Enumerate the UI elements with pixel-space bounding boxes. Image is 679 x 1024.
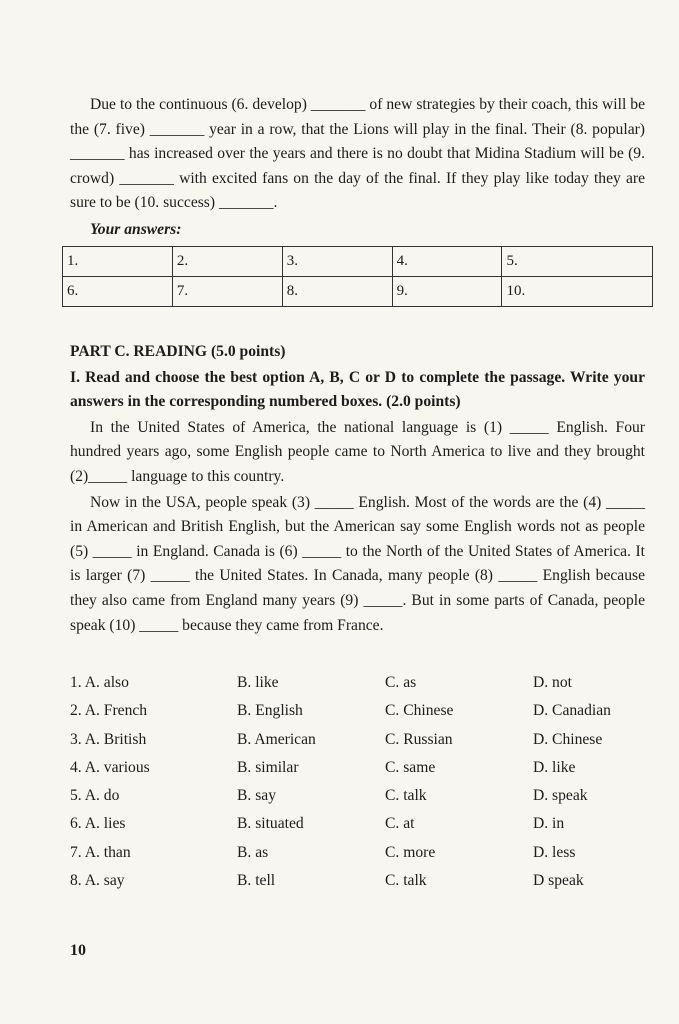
option-d: D. like [533, 758, 576, 776]
option-a: 1. A. also [70, 674, 129, 691]
option-a: 4. A. various [70, 758, 150, 776]
answer-box[interactable]: 3. [282, 247, 392, 277]
paragraph-1: In the United States of America, the national language is (1) _____ English. Four hundred years ago, some English people came to North America to live and they brought (2)_____ language to this country. [70, 418, 645, 485]
option-row [70, 731, 670, 759]
option-c: C. Chinese [385, 702, 454, 720]
paragraph-2: Now in the USA, people speak (3) _____ English. Most of the words are the (4) _____ in American and British English, but the American say some English words not as people (5) _____ in England. Canada is (6) _____ to the North of the United States of America. It is larger (7) _____ the United States. In Canada, many people (8) _____ English because they also came from England many years (9) _____. But in some parts of Canada, people speak (10) _____ because they came from France. [70, 493, 645, 634]
option-row [70, 872, 670, 900]
option-c: C. as [385, 674, 417, 691]
option-b: B. American [237, 730, 316, 748]
option-a: 6. A. lies [70, 815, 126, 833]
answer-box[interactable]: 5. [502, 247, 653, 277]
answer-box[interactable]: 1. [63, 247, 173, 277]
option-row [70, 815, 670, 843]
option-row [70, 844, 670, 872]
answer-box[interactable]: 4. [392, 247, 502, 277]
part-c-section [70, 340, 645, 638]
table-row [63, 247, 653, 277]
option-d: D. Canadian [533, 702, 611, 720]
answer-table [62, 246, 653, 307]
passage-text: Due to the continuous (6. develop) _______ of new strategies by their coach, this will be the (7. five) _______ year in a row, that the Lions will play in the final. Their (8. popular) _______ has increased over the years and there is no doubt that Midina Stadium will be (9. crowd) _______ with excited fans on the day of the final. If they play like today they are sure to be (10. success) _______. [70, 96, 645, 212]
option-b: B. situated [237, 815, 304, 833]
instruction: I. Read and choose the best option A, B, C or D to complete the passage. Write your answers in the corresponding numbered boxes. (2.0 points) [70, 368, 645, 411]
option-d: D. speak [533, 787, 588, 805]
option-c: C. talk [385, 872, 427, 890]
your-answers-label: Your answers: [90, 221, 182, 238]
option-row [70, 674, 670, 702]
answer-box[interactable]: 7. [172, 277, 282, 307]
option-a: 8. A. say [70, 872, 125, 890]
option-d: D. less [533, 843, 576, 861]
option-b: B. like [237, 674, 279, 691]
option-a: 5. A. do [70, 787, 120, 805]
option-c: C. at [385, 815, 415, 833]
option-d: D. not [533, 674, 572, 691]
option-b: B. say [237, 787, 276, 805]
option-row [70, 787, 670, 815]
part-b-passage [70, 93, 645, 216]
answer-box[interactable]: 9. [392, 277, 502, 307]
page-number: 10 [70, 942, 86, 959]
option-row [70, 759, 670, 787]
part-c-heading: PART C. READING (5.0 points) [70, 343, 286, 360]
option-a: 3. A. British [70, 730, 147, 748]
option-d: D. in [533, 815, 565, 833]
option-a: 7. A. than [70, 843, 131, 861]
option-b: B. English [237, 702, 303, 720]
option-a: 2. A. French [70, 702, 148, 720]
option-c: C. Russian [385, 730, 453, 748]
option-row [70, 702, 670, 730]
option-c: C. more [385, 843, 436, 861]
option-b: B. similar [237, 758, 299, 776]
option-c: C. talk [385, 787, 427, 805]
answer-box[interactable]: 2. [172, 247, 282, 277]
options-list [70, 674, 670, 900]
option-d: D speak [533, 872, 584, 890]
option-c: C. same [385, 758, 436, 776]
table-row [63, 277, 653, 307]
answer-box[interactable]: 8. [282, 277, 392, 307]
answer-box[interactable]: 10. [502, 277, 653, 307]
option-b: B. as [237, 843, 269, 861]
option-d: D. Chinese [533, 730, 603, 748]
answer-box[interactable]: 6. [63, 277, 173, 307]
option-b: B. tell [237, 872, 276, 890]
